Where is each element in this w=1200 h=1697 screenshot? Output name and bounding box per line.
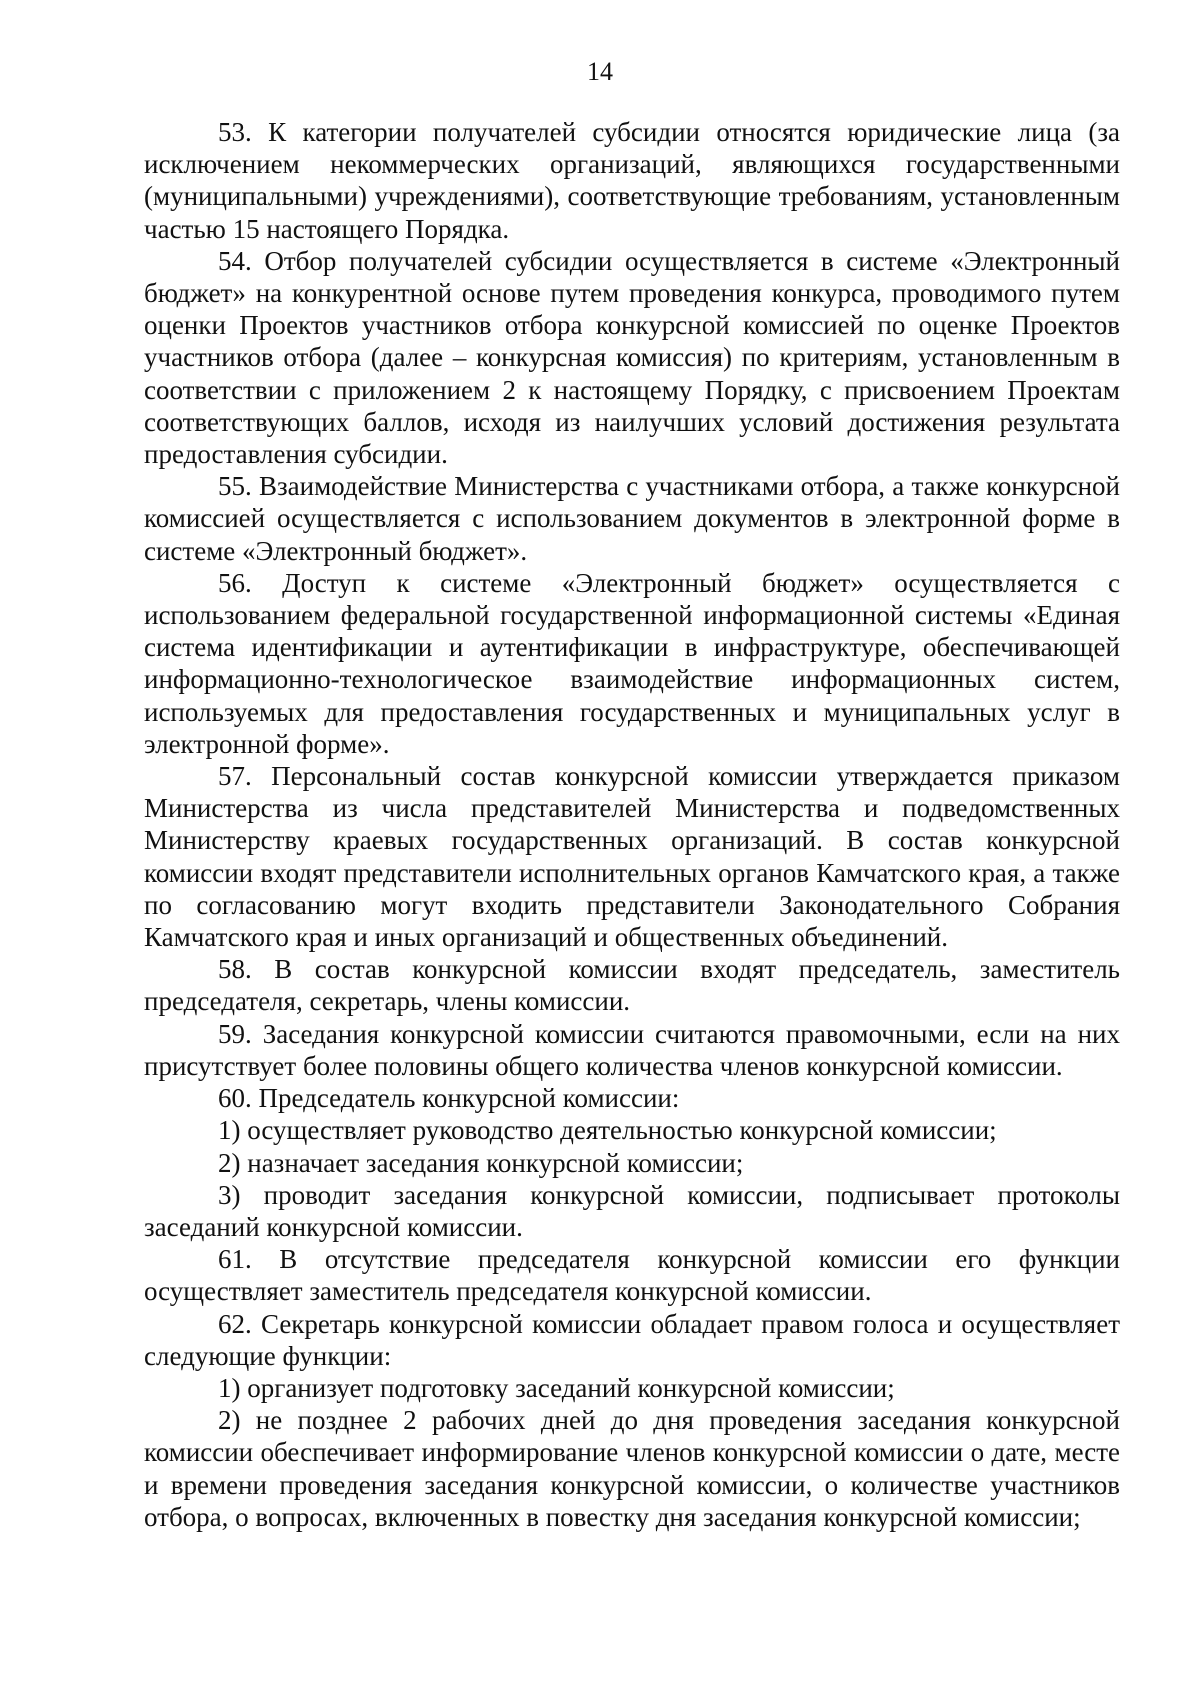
list-item-60-3: 3) проводит заседания конкурсной комиссии, подписывает протоколы заседаний конкурсной комиссии.: [144, 1179, 1120, 1242]
paragraph-62: 62. Секретарь конкурсной комиссии обладает правом голоса и осуществляет следующие функции:: [144, 1308, 1120, 1371]
paragraph-60: 60. Председатель конкурсной комиссии:: [218, 1083, 680, 1114]
list-item-60-1: 1) осуществляет руководство деятельностью конкурсной комиссии;: [218, 1115, 997, 1146]
paragraph-57: 57. Персональный состав конкурсной комиссии утверждается приказом Министерства из числа представителей Министерства и подведомственных Министерству краевых государственных организаций. В состав конкурсной комиссии входят представители исполнительных органов Камчатского края, а также по согласованию могут входить представители Законодательного Собрания Камчатского края и иных организаций и общественных объединений.: [144, 761, 1120, 953]
paragraph-55: 55. Взаимодействие Министерства с участниками отбора, а также конкурсной комиссией осуществляется с использованием документов в электронной форме в системе «Электронный бюджет».: [144, 471, 1120, 566]
list-item-62-1: 1) организует подготовку заседаний конкурсной комиссии;: [218, 1372, 895, 1403]
paragraph-61: 61. В отсутствие председателя конкурсной комиссии его функции осуществляет заместитель председателя конкурсной комиссии.: [144, 1244, 1120, 1307]
paragraph-56: 56. Доступ к системе «Электронный бюджет» осуществляется с использованием федеральной государственной информационной системы «Единая система идентификации и аутентификации в инфраструктуре, обеспечивающей информационно-технологическое взаимодействие информационных систем, используемых для предоставления государственных и муниципальных услуг в электронной форме».: [144, 567, 1120, 759]
page-number: 14: [587, 57, 613, 86]
paragraph-54: 54. Отбор получателей субсидии осуществляется в системе «Электронный бюджет» на конкурентной основе путем проведения конкурса, проводимого путем оценки Проектов участников отбора конкурсной комиссией по оценке Проектов участников отбора (далее – конкурсная комиссия) по критериям, установленным в соответствии с приложением 2 к настоящему Порядку, с присвоением Проектам соответствующих баллов, исходя из наилучших условий достижения результата предоставления субсидии.: [144, 245, 1120, 470]
list-item-62-2: 2) не позднее 2 рабочих дней до дня проведения заседания конкурсной комиссии обеспечивает информирование членов конкурсной комиссии о дате, месте и времени проведения заседания конкурсной комиссии, о количестве участников отбора, о вопросах, включенных в повестку дня заседания конкурсной комиссии;: [144, 1405, 1120, 1532]
paragraph-58: 58. В состав конкурсной комиссии входят председатель, заместитель председателя, секретарь, члены комиссии.: [144, 954, 1120, 1017]
paragraph-59: 59. Заседания конкурсной комиссии считаются правомочными, если на них присутствует более половины общего количества членов конкурсной комиссии.: [144, 1018, 1120, 1081]
document-body: [144, 116, 1120, 1533]
list-item-60-2: 2) назначает заседания конкурсной комиссии;: [218, 1147, 744, 1178]
paragraph-53: 53. К категории получателей субсидии относятся юридические лица (за исключением некоммерческих организаций, являющихся государственными (муниципальными) учреждениями), соответствующие требованиям, установленным частью 15 настоящего Порядка.: [144, 117, 1120, 244]
